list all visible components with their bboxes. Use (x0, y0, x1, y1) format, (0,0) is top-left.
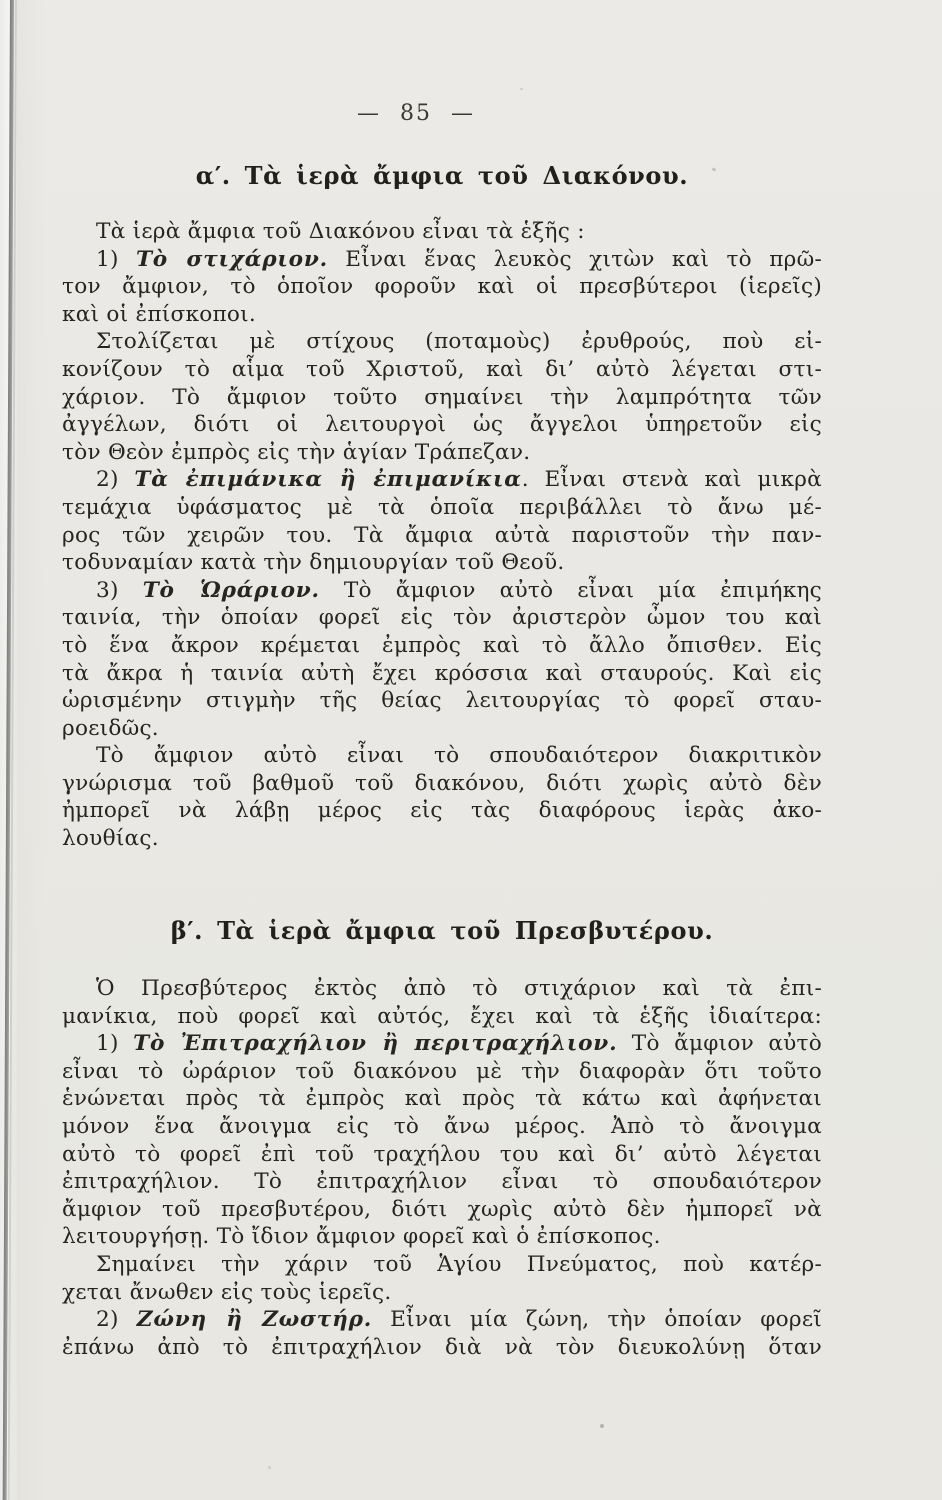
text-segment: αὐτὸ τὸ φορεῖ ἐπὶ τοῦ τραχήλου του καὶ δι’ αὐτὸ λέγεται (62, 1141, 822, 1167)
text-segment: 1) (96, 1031, 134, 1057)
vestment-term: Τὸ Ὡράριον. (142, 577, 320, 603)
text-line (62, 301, 822, 329)
text-line (62, 1168, 822, 1196)
text-segment: ροειδῶς. (62, 715, 159, 741)
text-line (62, 1030, 822, 1058)
text-segment: ἐπάνω ἀπὸ τὸ ἐπιτραχήλιον διὰ νὰ τὸν διευκολύνῃ ὅταν (62, 1334, 822, 1360)
text-line (62, 218, 822, 246)
text-line (62, 522, 822, 550)
text-line (62, 604, 822, 632)
text-segment: τον ἄμφιον, τὸ ὁποῖον φοροῦν καὶ οἱ πρεσβύτεροι (ἱερεῖς) (62, 274, 822, 300)
text-segment: τοδυναμίαν κατὰ τὴν δημιουργίαν τοῦ Θεοῦ. (62, 550, 565, 576)
section-b-heading: β′. Τὰ ἱερὰ ἄμφια τοῦ Πρεσβυτέρου. (170, 916, 714, 945)
text-segment: λειτουργήσῃ. Τὸ ἴδιον ἄμφιον φορεῖ καὶ ὁ ἐπίσκοπος. (62, 1224, 661, 1250)
text-segment: καὶ οἱ ἐπίσκοποι. (62, 301, 256, 327)
text-segment: λουθίας. (62, 826, 159, 852)
text-line (62, 494, 822, 522)
text-line (62, 975, 822, 1003)
text-segment: ρος τῶν χειρῶν του. Τὰ ἄμφια αὐτὰ παριστοῦν τὴν παν- (62, 522, 822, 548)
text-segment: ἑνώνεται πρὸς τὰ ἐμπρὸς καὶ πρὸς τὰ κάτω καὶ ἀφήνεται (62, 1086, 822, 1112)
text-segment: Τὸ ἄμφιον αὐτὸ εἶναι τὸ σπουδαιότερον διακριτικὸν (96, 743, 822, 769)
text-segment: Ὁ Πρεσβύτερος ἐκτὸς ἀπὸ τὸ στιχάριον καὶ τὰ ἐπι- (96, 976, 822, 1001)
scan-gutter-shadow (17, 0, 47, 1500)
text-segment: Στολίζεται μὲ στίχους (ποταμοὺς) ἐρυθρούς, ποὺ εἰ- (96, 329, 822, 355)
text-segment: Τὰ ἱερὰ ἄμφια τοῦ Διακόνου εἶναι τὰ ἑξῆς : (96, 219, 585, 244)
section-a-heading: α′. Τὰ ἱερὰ ἄμφια τοῦ Διακόνου. (195, 161, 689, 190)
text-segment: κονίζουν τὸ αἷμα τοῦ Χριστοῦ, καὶ δι’ αὐτὸ λέγεται στι- (62, 356, 822, 382)
text-segment: γνώρισμα τοῦ βαθμοῦ τοῦ διακόνου, διότι χωρὶς αὐτὸ δὲν (62, 770, 822, 796)
text-line (62, 549, 822, 577)
text-segment: ἀγγέλων, διότι οἱ λειτουργοὶ ὡς ἄγγελοι ὑπηρετοῦν εἰς (62, 412, 822, 438)
text-line (62, 1306, 822, 1334)
section-b-body (62, 975, 822, 1361)
text-segment: τὰ ἄκρα ἡ ταινία αὐτὴ ἔχει κρόσσια καὶ σταυρούς. Καὶ εἰς (62, 660, 822, 686)
text-line (62, 466, 822, 494)
section-a-body (62, 218, 822, 853)
text-line (62, 246, 822, 274)
text-line (62, 356, 822, 384)
text-segment: ἄμφιον τοῦ πρεσβυτέρου, διότι χωρὶς αὐτὸ δὲν ἠμπορεῖ νὰ (62, 1196, 822, 1222)
text-segment: ἠμπορεῖ νὰ λάβῃ μέρος εἰς τὰς διαφόρους ἱερὰς ἀκο- (62, 798, 822, 824)
text-line (62, 715, 822, 743)
text-segment: μόνον ἕνα ἄνοιγμα εἰς τὸ ἄνω μέρος. Ἀπὸ τὸ ἄνοιγμα (62, 1113, 822, 1139)
text-line (62, 577, 822, 605)
text-segment: Εἶναι ἕνας λευκὸς χιτὼν καὶ τὸ πρῶ- (327, 246, 822, 272)
text-line (62, 1334, 822, 1362)
text-segment: 2) (96, 467, 135, 493)
text-line (62, 687, 822, 715)
text-segment: χεται ἄνωθεν εἰς τοὺς ἱερεῖς. (62, 1279, 392, 1305)
text-line (62, 273, 822, 301)
text-line (62, 632, 822, 660)
page-number: — 85 — (357, 101, 475, 126)
text-segment: 3) (96, 577, 143, 603)
text-segment: τὸ ἕνα ἄκρον κρέμεται ἐμπρὸς καὶ τὸ ἄλλο ὄπισθεν. Εἰς (62, 632, 822, 658)
text-line (62, 439, 822, 467)
text-segment: ἐπιτραχήλιον. Τὸ ἐπιτραχήλιον εἶναι τὸ σπουδαιότερον (62, 1169, 822, 1195)
text-line (62, 1058, 822, 1086)
text-line (62, 1003, 822, 1031)
scan-speck (600, 1424, 604, 1428)
text-segment: ὡρισμένην στιγμὴν τῆς θείας λειτουργίας τὸ φορεῖ σταυ- (62, 688, 822, 714)
text-line (62, 770, 822, 798)
scan-speck (520, 88, 523, 90)
text-segment: . Εἶναι στενὰ καὶ μικρὰ (521, 467, 822, 493)
text-segment: 1) (96, 246, 136, 272)
text-line (62, 742, 822, 770)
text-segment: Σημαίνει τὴν χάριν τοῦ Ἁγίου Πνεύματος, ποὺ κατέρ- (96, 1251, 822, 1277)
text-line (62, 1279, 822, 1307)
text-segment: χάριον. Τὸ ἄμφιον τοῦτο σημαίνει τὴν λαμπρότητα τῶν (62, 384, 822, 410)
vestment-term: Ζώνη ἢ Ζωστήρ. (136, 1307, 373, 1333)
scan-speck (770, 1198, 773, 1201)
vestment-term: Τὰ ἐπιμάνικα ἢ ἐπιμανίκια (134, 467, 522, 493)
text-line (62, 1141, 822, 1169)
text-line (62, 660, 822, 688)
text-segment: τεμάχια ὑφάσματος μὲ τὰ ὁποῖα περιβάλλει τὸ ἄνω μέ- (62, 494, 822, 520)
text-segment: μανίκια, ποὺ φορεῖ καὶ αὐτός, ἔχει καὶ τὰ ἑξῆς ἰδιαίτερα: (62, 1003, 822, 1029)
text-line (62, 1113, 822, 1141)
text-segment: Τὸ ἄμφιον αὐτὸ (617, 1031, 823, 1057)
text-segment: 2) (96, 1307, 137, 1333)
text-segment: ταινία, τὴν ὁποίαν φορεῖ εἰς τὸν ἀριστερὸν ὦμον του καὶ (62, 605, 822, 631)
text-line (62, 797, 822, 825)
text-line (62, 1223, 822, 1251)
text-line (62, 384, 822, 412)
text-segment: τὸν Θεὸν ἐμπρὸς εἰς τὴν ἁγίαν Τράπεζαν. (62, 439, 531, 465)
text-segment: εἶναι τὸ ὠράριον τοῦ διακόνου μὲ τὴν διαφορὰν ὅτι τοῦτο (62, 1058, 822, 1084)
text-line (62, 328, 822, 356)
vestment-term: Τὸ στιχάριον. (135, 246, 328, 272)
text-line (62, 1251, 822, 1279)
scan-speck (268, 1466, 271, 1469)
vestment-term: Τὸ Ἐπιτραχήλιον ἢ περιτραχήλιον. (133, 1031, 618, 1057)
text-line (62, 1196, 822, 1224)
text-segment: Τὸ ἄμφιον αὐτὸ εἶναι μία ἐπιμήκης (319, 577, 822, 603)
text-line (62, 1085, 822, 1113)
text-line (62, 411, 822, 439)
text-line (62, 825, 822, 853)
text-segment: Εἶναι μία ζώνη, τὴν ὁποίαν φορεῖ (372, 1307, 823, 1333)
